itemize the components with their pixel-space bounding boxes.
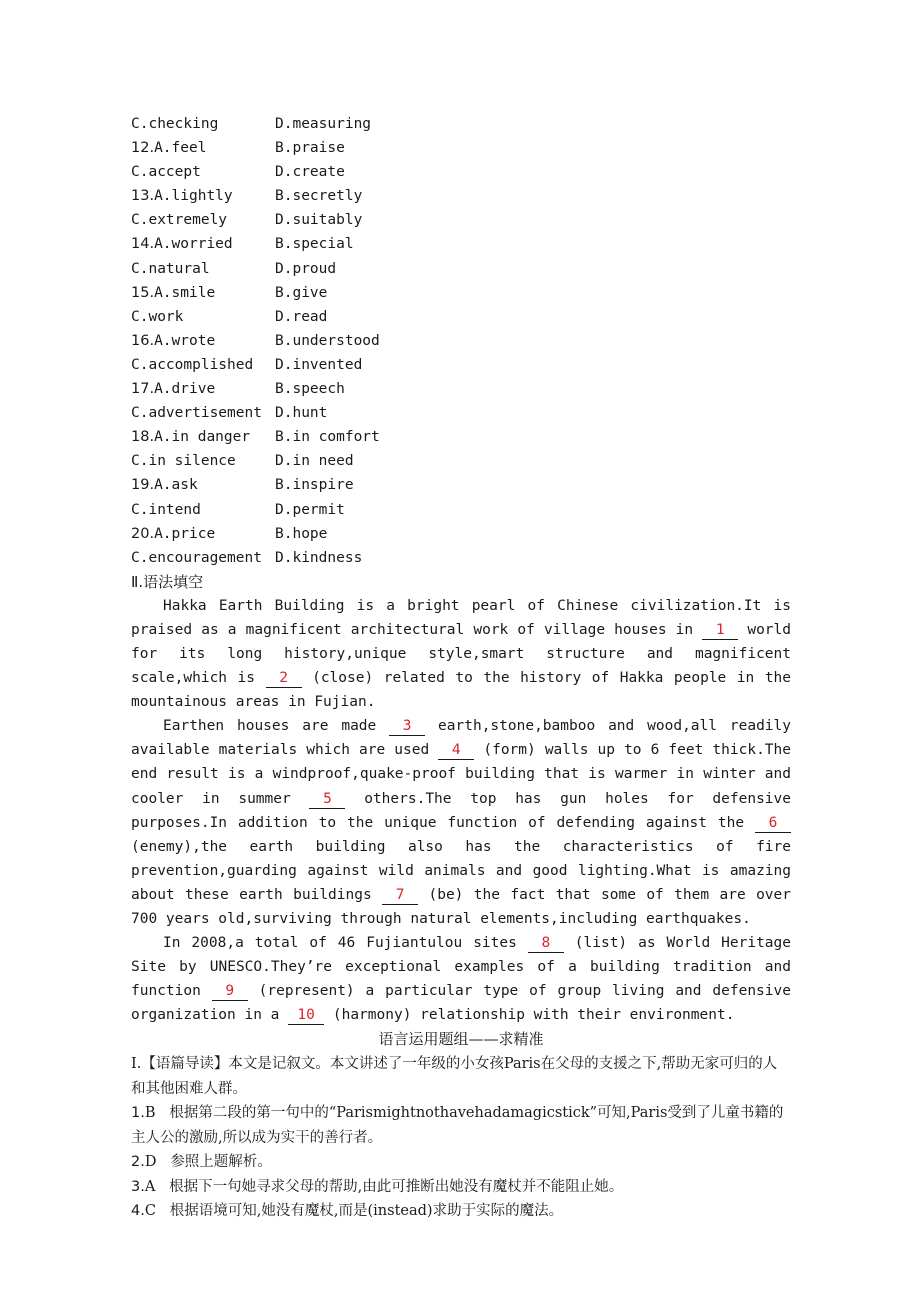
option-row — [131, 498, 791, 522]
answer-explanation: 根据语境可知,她没有魔杖,而是(instead)求助于实际的魔法。 — [169, 1203, 564, 1220]
passage-text: (form) walls up to 6 feet thick.The end result is a windproof,quake-proof building that is warmer in winter and cooler in summer — [131, 742, 791, 807]
option-row — [131, 160, 791, 184]
passage-text: world for its long history,unique style,smart structure and magnificent scale,which is — [131, 621, 791, 687]
answer-letter: A — [144, 1178, 156, 1195]
option-text: C.checking — [131, 116, 219, 132]
option-text: A.wrote — [154, 332, 216, 349]
passage-paragraph — [131, 714, 791, 931]
passage-text: Earthen houses are made — [163, 718, 390, 735]
blank-answer: 6 — [755, 815, 791, 833]
option-text: B.praise — [275, 140, 345, 157]
blank-answer: 5 — [309, 791, 345, 809]
question-number: 15. — [131, 284, 155, 301]
option-row — [131, 184, 791, 208]
option-text: C.intend — [131, 501, 201, 518]
option-text: D.invented — [275, 356, 363, 373]
option-text: C.natural — [131, 260, 210, 277]
answer-item — [131, 1101, 791, 1150]
option-text: A.smile — [154, 284, 216, 301]
option-text: C.accomplished — [131, 356, 254, 373]
option-text: B.in comfort — [275, 429, 380, 446]
option-row — [131, 112, 791, 136]
option-text: D.read — [275, 308, 328, 325]
blank-answer: 8 — [528, 935, 564, 953]
option-row — [131, 449, 791, 473]
option-text: D.hunt — [275, 405, 328, 422]
passage-text: In 2008,a total of 46 Fujiantulou sites — [163, 935, 528, 952]
blank-answer: 4 — [438, 742, 474, 760]
option-row — [131, 281, 791, 305]
passage-text: (harmony) relationship with their environment. — [324, 1007, 735, 1024]
blank-answer: 1 — [702, 622, 738, 640]
option-row — [131, 522, 791, 546]
passage-text: (list) as World Heritage Site by UNESCO.They’re exceptional examples of a building tradition and function — [131, 935, 791, 1000]
answer-number: 2. — [131, 1154, 145, 1171]
passage-paragraph — [131, 594, 791, 714]
option-row — [131, 546, 791, 570]
option-text: D.permit — [275, 501, 345, 518]
section-title: Ⅱ.语法填空 — [131, 572, 204, 591]
option-row — [131, 425, 791, 449]
answer-number: 3. — [131, 1178, 145, 1195]
option-row — [131, 208, 791, 232]
passage-text: Hakka Earth Building is a bright pearl of Chinese civilization.It is praised as a magnificent architectural work of village houses in — [131, 597, 791, 638]
option-text: C.extremely — [131, 212, 228, 229]
option-text: A.price — [154, 525, 216, 542]
option-text: C.work — [131, 308, 184, 325]
option-row — [131, 353, 791, 377]
option-text: D.proud — [275, 260, 337, 277]
answer-section-title: 语言运用题组——求精准 — [378, 1030, 544, 1049]
answer-item — [131, 1199, 791, 1224]
blank-answer: 2 — [266, 670, 302, 688]
answer-number: 4. — [131, 1203, 145, 1220]
question-number: 20. — [131, 525, 155, 542]
answer-item — [131, 1150, 791, 1175]
blank-answer: 9 — [212, 983, 248, 1001]
answer-letter: D — [144, 1154, 157, 1171]
answer-number: 1. — [131, 1105, 145, 1122]
question-number: 16. — [131, 332, 155, 349]
option-text: D.measuring — [275, 116, 372, 132]
option-row — [131, 473, 791, 497]
blank-answer: 10 — [288, 1007, 324, 1025]
reading-guide: Ⅰ.【语篇导读】本文是记叙文。本文讲述了一年级的小女孩Paris在父母的支援之下,帮助无家可归的人和其他困难人群。 — [131, 1056, 778, 1097]
option-text: B.hope — [275, 525, 328, 542]
option-text: C.in silence — [131, 453, 236, 470]
passage-text: others.The top has gun holes for defensive purposes.In addition to the unique function of defending against the — [131, 790, 791, 831]
option-text: B.secretly — [275, 188, 363, 205]
option-text: D.in need — [275, 453, 354, 470]
passage-text: (represent) a particular type of group living and defensive organization in a — [131, 983, 791, 1024]
option-text: A.feel — [154, 140, 207, 157]
option-row — [131, 401, 791, 425]
blank-answer: 7 — [382, 887, 418, 905]
passage-text: earth,stone,bamboo and wood,all readily available materials which are used — [131, 718, 791, 759]
option-text: C.advertisement — [131, 405, 262, 422]
option-row — [131, 305, 791, 329]
answer-letter: C — [144, 1203, 156, 1220]
blank-answer: 3 — [389, 718, 425, 736]
answer-letter: B — [144, 1105, 156, 1122]
option-row — [131, 329, 791, 353]
question-number: 18. — [131, 429, 155, 446]
answer-explanation: 根据第二段的第一句中的“Parismightnothavehadamagicstick”可知,Paris受到了儿童书籍的主人公的激励,所以成为实干的善行者。 — [131, 1105, 784, 1146]
option-text: A.in danger — [154, 429, 251, 446]
passage-text: (be) the fact that some of them are over 700 years old,surviving through natural elements,including earthquakes. — [131, 886, 791, 927]
option-row — [131, 136, 791, 160]
option-text: C.encouragement — [131, 549, 262, 566]
passage-text: (enemy),the earth building also has the characteristics of fire prevention,guarding against wild animals and good lighting.What is amazing about these earth buildings — [131, 838, 791, 903]
option-text: C.accept — [131, 164, 201, 181]
answer-explanation: 参照上题解析。 — [170, 1154, 272, 1171]
option-text: D.suitably — [275, 212, 363, 229]
option-row — [131, 377, 791, 401]
question-number: 13. — [131, 188, 155, 205]
options-list — [131, 112, 791, 570]
option-text: A.lightly — [154, 188, 233, 205]
document-page — [131, 112, 791, 1224]
question-number: 12. — [131, 140, 155, 157]
option-text: B.special — [275, 236, 354, 253]
answer-explanation: 根据下一句她寻求父母的帮助,由此可推断出她没有魔杖并不能阻止她。 — [169, 1178, 624, 1195]
option-text: A.worried — [154, 236, 233, 253]
question-number: 14. — [131, 236, 155, 253]
answer-item — [131, 1175, 791, 1200]
option-row — [131, 257, 791, 281]
option-text: D.kindness — [275, 549, 363, 566]
option-text: A.drive — [154, 381, 216, 398]
option-text: B.give — [275, 284, 328, 301]
option-text: B.speech — [275, 381, 345, 398]
option-text: A.ask — [154, 477, 198, 494]
question-number: 17. — [131, 381, 155, 398]
option-row — [131, 232, 791, 256]
option-text: B.inspire — [275, 477, 354, 494]
question-number: 19. — [131, 477, 155, 494]
passage-text: (close) related to the history of Hakka people in the mountainous areas in Fujian. — [131, 670, 792, 711]
passage-paragraph — [131, 931, 791, 1027]
option-text: B.understood — [275, 332, 380, 349]
option-text: D.create — [275, 164, 345, 181]
